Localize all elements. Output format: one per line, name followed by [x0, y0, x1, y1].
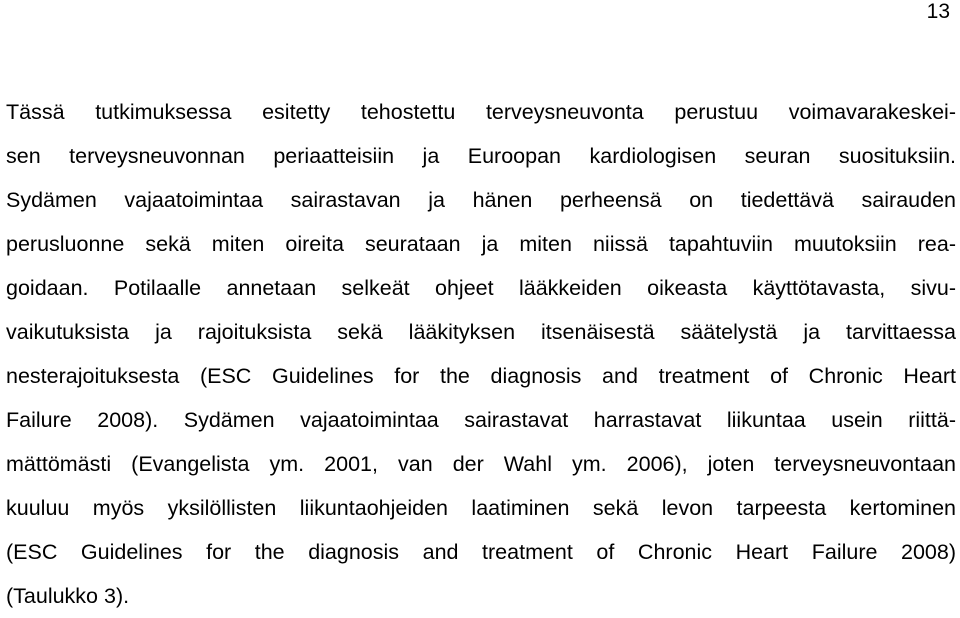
- text-line: nesterajoituksesta (ESC Guidelines for the diagnosis and treatment of Chronic Heart: [6, 364, 956, 388]
- text-line: perusluonne sekä miten oireita seurataan ja miten niissä tapahtuviin muutoksiin rea-: [6, 232, 956, 256]
- text-line: (Taulukko 3).: [6, 584, 130, 608]
- text-line: Failure 2008). Sydämen vajaatoimintaa sairastavat harrastavat liikuntaa usein riittä-: [6, 408, 956, 432]
- text-line: goidaan. Potilaalle annetaan selkeät ohjeet lääkkeiden oikeasta käyttötavasta, sivu-: [6, 276, 956, 300]
- text-line: mättömästi (Evangelista ym. 2001, van der Wahl ym. 2006), joten terveysneuvontaan: [6, 452, 956, 476]
- body-paragraph: [6, 90, 956, 618]
- text-line: Tässä tutkimuksessa esitetty tehostettu terveysneuvonta perustuu voimavarakeskei-: [6, 100, 956, 124]
- page-number: 13: [926, 0, 950, 23]
- text-line: Sydämen vajaatoimintaa sairastavan ja hänen perheensä on tiedettävä sairauden: [6, 188, 956, 212]
- text-line: vaikutuksista ja rajoituksista sekä lääkityksen itsenäisestä säätelystä ja tarvittaessa: [6, 320, 956, 344]
- text-line: kuuluu myös yksilöllisten liikuntaohjeiden laatiminen sekä levon tarpeesta kertominen: [6, 496, 956, 520]
- text-line: sen terveysneuvonnan periaatteisiin ja Euroopan kardiologisen seuran suosituksiin.: [6, 144, 956, 168]
- text-line: (ESC Guidelines for the diagnosis and treatment of Chronic Heart Failure 2008): [6, 540, 956, 564]
